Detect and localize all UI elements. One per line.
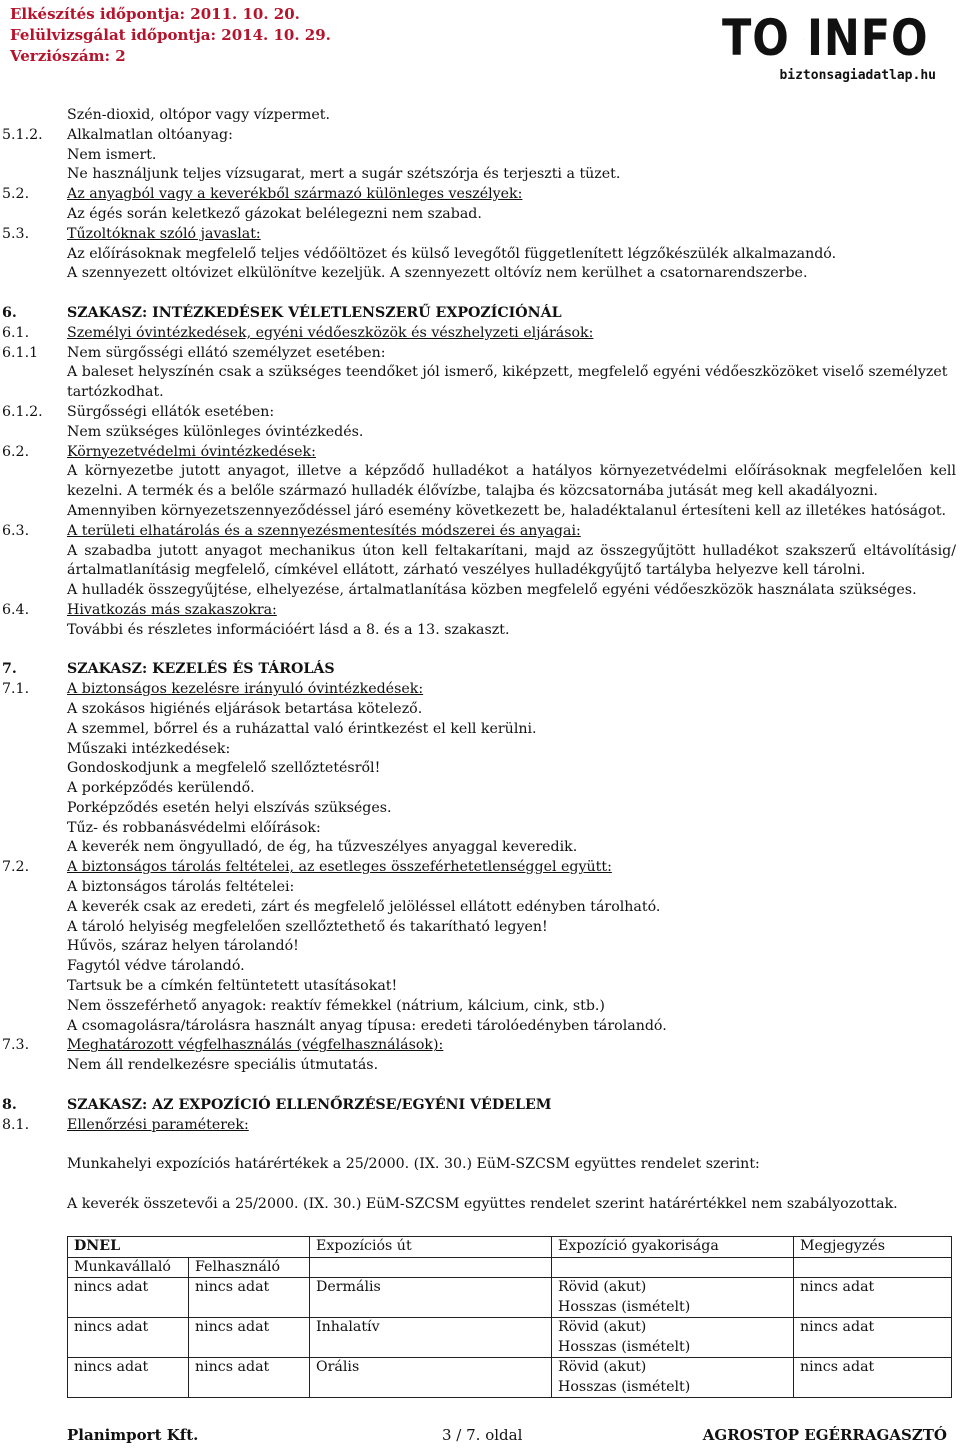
text-line: A biztonságos tárolás feltételei:: [67, 878, 960, 898]
header-note: Megjegyzés: [794, 1237, 952, 1258]
paragraph: A keverék összetevői a 25/2000. (IX. 30.) EüM-SZCSM együttes rendelet szerint határértékkel nem szabályozottak.: [67, 1195, 960, 1215]
paragraph: A szabadba jutott anyagot mechanikus úton kell feltakarítani, majd az összegyűjtött hulladékot szakszerű eltávolításig/ártalmatlanításig megfelelő, címkével ellátott, zárható veszélyes hulladékgyűjtő tartályba helyezve kell tárolni.: [67, 542, 960, 582]
logo-text-right: INFO: [807, 10, 928, 66]
cell-frequency-long: Hosszas (ismételt): [558, 1338, 787, 1358]
company-name: Planimport Kft.: [67, 1426, 198, 1444]
cell-user: nincs adat: [189, 1358, 310, 1398]
subsection-heading: Személyi óvintézkedések, egyéni védőeszközök és vészhelyzeti eljárások:: [67, 324, 960, 344]
section-number: 6.1.2.: [0, 403, 67, 423]
section-number: 7.1.: [0, 680, 67, 700]
cell-frequency-short: Rövid (akut): [558, 1318, 787, 1338]
text-line: Műszaki intézkedések:: [67, 740, 960, 760]
table-row: [68, 1318, 952, 1358]
section-number: 5.2.: [0, 185, 67, 205]
cell-frequency-short: Rövid (akut): [558, 1278, 787, 1298]
section-title: SZAKASZ: INTÉZKEDÉSEK VÉLETLENSZERŰ EXPOZÍCIÓNÁL: [67, 304, 960, 324]
page-footer: [67, 1426, 947, 1448]
dnel-table: [67, 1236, 952, 1398]
section-number: 5.1.2.: [0, 126, 67, 146]
header-worker: Munkavállaló: [68, 1257, 189, 1278]
subsection-heading: Alkalmatlan oltóanyag:: [67, 126, 960, 146]
text-line: A szennyezett oltóvizet elkülönítve kezeljük. A szennyezett oltóvíz nem kerülhet a csatornarendszerbe.: [67, 264, 960, 284]
cell-worker: nincs adat: [68, 1278, 189, 1318]
section-title: SZAKASZ: AZ EXPOZÍCIÓ ELLENŐRZÉSE/EGYÉNI VÉDELEM: [67, 1096, 960, 1116]
cell-note: nincs adat: [794, 1358, 952, 1398]
cell-note: nincs adat: [794, 1318, 952, 1358]
text-line: A tároló helyiség megfelelően szellőztethető és takarítható legyen!: [67, 918, 960, 938]
section-number: 6.4.: [0, 601, 67, 621]
cell-note: nincs adat: [794, 1278, 952, 1318]
section-number: 6.1.: [0, 324, 67, 344]
paragraph: Nem szükséges különleges óvintézkedés.: [67, 423, 960, 443]
subsection-heading: A biztonságos tárolás feltételei, az esetleges összeférhetetlenséggel együtt:: [67, 858, 960, 878]
text-line: Szén-dioxid, oltópor vagy vízpermet.: [67, 106, 960, 126]
header-route: Expozíciós út: [310, 1237, 552, 1258]
subsection-heading: Sürgősségi ellátók esetében:: [67, 403, 960, 423]
header-user: Felhasználó: [189, 1257, 310, 1278]
subsection-heading: Környezetvédelmi óvintézkedések:: [67, 443, 960, 463]
text-line: Ne használjunk teljes vízsugarat, mert a sugár szétszórja és terjeszti a tüzet.: [67, 165, 960, 185]
subsection-heading: Ellenőrzési paraméterek:: [67, 1116, 960, 1136]
text-line: A csomagolásra/tárolásra használt anyag típusa: eredeti tárolóedényben tárolandó.: [67, 1017, 960, 1037]
prepared-date: Elkészítés időpontja: 2011. 10. 20.: [10, 4, 331, 25]
table-row: [68, 1358, 952, 1398]
paragraph: Amennyiben környezetszennyeződéssel járó esemény következett be, haladéktalanul értesíteni kell az illetékes hatóságot.: [67, 502, 960, 522]
section-number: 6.3.: [0, 522, 67, 542]
header-frequency: Expozíció gyakorisága: [552, 1237, 794, 1258]
table-header-row: [68, 1237, 952, 1258]
cell-route: Orális: [310, 1358, 552, 1398]
paragraph: A hulladék összegyűjtése, elhelyezése, ártalmatlanítása közben megfelelő egyéni védőeszközök használata szükséges.: [67, 581, 960, 601]
page-number: 3 / 7. oldal: [442, 1426, 522, 1444]
header-dnel: DNEL: [68, 1237, 310, 1258]
section-title: SZAKASZ: KEZELÉS ÉS TÁROLÁS: [67, 660, 960, 680]
logo-url: biztonsagiadatlap.hu: [779, 68, 936, 83]
cell-worker: nincs adat: [68, 1358, 189, 1398]
text-line: A keverék nem öngyulladó, de ég, ha tűzveszélyes anyaggal keveredik.: [67, 838, 960, 858]
cell-frequency-short: Rövid (akut): [558, 1358, 787, 1378]
cell-route: Inhalatív: [310, 1318, 552, 1358]
text-line: Az égés során keletkező gázokat belélegezni nem szabad.: [67, 205, 960, 225]
section-number: 7.: [0, 660, 67, 680]
section-number: 6.1.1: [0, 344, 67, 364]
cell-route: Dermális: [310, 1278, 552, 1318]
section-number: 6.: [0, 304, 67, 324]
text-line: A porképződés kerülendő.: [67, 779, 960, 799]
section-number: 8.1.: [0, 1116, 67, 1136]
cell-worker: nincs adat: [68, 1318, 189, 1358]
subsection-heading: Hivatkozás más szakaszokra:: [67, 601, 960, 621]
section-number: 7.2.: [0, 858, 67, 878]
paragraph: A baleset helyszínén csak a szükséges teendőket jól ismerő, kiképzett, megfelelő egyéni védőeszközöket viselő személyzet tartózkodhat.: [67, 363, 960, 403]
table-row: [68, 1278, 952, 1318]
cell-frequency-long: Hosszas (ismételt): [558, 1298, 787, 1318]
text-line: Nem összeférhető anyagok: reaktív fémekkel (nátrium, kálcium, cink, stb.): [67, 997, 960, 1017]
document-header: [10, 4, 331, 67]
cell-user: nincs adat: [189, 1278, 310, 1318]
text-line: A keverék csak az eredeti, zárt és megfelelő jelöléssel ellátott edényben tárolható.: [67, 898, 960, 918]
text-line: Tartsuk be a címkén feltüntetett utasításokat!: [67, 977, 960, 997]
table-subheader-row: [68, 1257, 952, 1278]
text-line: Fagytól védve tárolandó.: [67, 957, 960, 977]
version-number: Verziószám: 2: [10, 46, 331, 67]
subsection-heading: Nem sürgősségi ellátó személyzet esetében:: [67, 344, 960, 364]
paragraph: Nem áll rendelkezésre speciális útmutatás.: [67, 1056, 960, 1076]
toxinfo-logo: [722, 10, 948, 66]
logo-text-left: TO: [722, 10, 790, 66]
text-line: A szokásos higiénés eljárások betartása kötelező.: [67, 700, 960, 720]
section-number: 5.3.: [0, 225, 67, 245]
paragraph: További és részletes információért lásd a 8. és a 13. szakaszt.: [67, 621, 960, 641]
section-number: 7.3.: [0, 1036, 67, 1056]
text-line: Az előírásoknak megfelelő teljes védőöltözet és külső levegőtől függetlenített légzőkészülék alkalmazandó.: [67, 245, 960, 265]
text-line: Nem ismert.: [67, 146, 960, 166]
text-line: Hűvös, száraz helyen tárolandó!: [67, 937, 960, 957]
section-number: 6.2.: [0, 443, 67, 463]
subsection-heading: A területi elhatárolás és a szennyezésmentesítés módszerei és anyagai:: [67, 522, 960, 542]
paragraph: Munkahelyi expozíciós határértékek a 25/2000. (IX. 30.) EüM-SZCSM együttes rendelet szerint:: [67, 1155, 960, 1175]
revision-date: Felülvizsgálat időpontja: 2014. 10. 29.: [10, 25, 331, 46]
product-name: AGROSTOP EGÉRRAGASZTÓ: [703, 1426, 947, 1444]
subsection-heading: A biztonságos kezelésre irányuló óvintézkedések:: [67, 680, 960, 700]
cell-user: nincs adat: [189, 1318, 310, 1358]
subsection-heading: Az anyagból vagy a keverékből származó különleges veszélyek:: [67, 185, 960, 205]
section-number: 8.: [0, 1096, 67, 1116]
paragraph: A környezetbe jutott anyagot, illetve a képződő hulladékot a hatályos környezetvédelmi előírásoknak megfelelően kell kezelni. A termék és a belőle származó hulladék élővízbe, talajba és közcsatornába jutását meg kell akadályozni.: [67, 462, 960, 502]
text-line: A szemmel, bőrrel és a ruházattal való érintkezést el kell kerülni.: [67, 720, 960, 740]
text-line: Porképződés esetén helyi elszívás szükséges.: [67, 799, 960, 819]
cell-frequency-long: Hosszas (ismételt): [558, 1378, 787, 1398]
subsection-heading: Meghatározott végfelhasználás (végfelhasználások):: [67, 1036, 960, 1056]
text-line: Gondoskodjunk a megfelelő szellőztetésről!: [67, 759, 960, 779]
subsection-heading: Tűzoltóknak szóló javaslat:: [67, 225, 960, 245]
document-body: [0, 106, 960, 1215]
text-line: Tűz- és robbanásvédelmi előírások:: [67, 819, 960, 839]
